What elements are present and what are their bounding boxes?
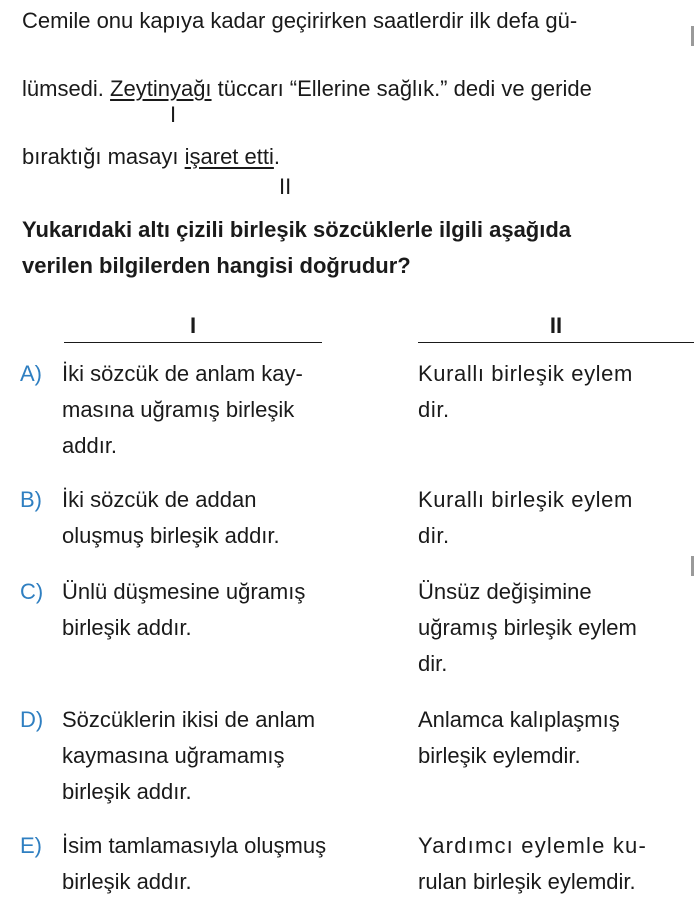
option-text: İsim tamlamasıyla oluşmuş (62, 833, 327, 858)
compound-word-2: işaret etti (184, 144, 274, 169)
marker-2: II (279, 174, 292, 199)
option-e-letter[interactable]: E) (20, 833, 42, 858)
passage-text: tüccarı “Ellerine sağlık.” dedi ve geride (211, 76, 592, 101)
column-header-2: II (418, 312, 694, 343)
option-text: addır. (62, 433, 118, 458)
option-text: masına uğramış birleşik (62, 397, 295, 422)
option-text: birleşik addır. (62, 615, 192, 640)
question-line-1: Yukarıdaki altı çizili birleşik sözcüklerle ilgili aşağıda (22, 217, 572, 242)
option-text: Yardımcı eylemle ku- (418, 833, 647, 858)
option-text: dir. (418, 397, 450, 422)
option-c-letter[interactable]: C) (20, 579, 44, 604)
option-a-col1[interactable] (62, 356, 303, 464)
option-text: dir. (418, 651, 448, 676)
option-a-letter[interactable]: A) (20, 361, 42, 386)
passage-text: bıraktığı masayı (22, 144, 185, 169)
column-header-1: I (64, 312, 322, 343)
option-c-col2[interactable] (418, 574, 637, 682)
option-d-col1[interactable] (62, 702, 315, 810)
option-text: Kurallı birleşik eylem (418, 487, 633, 512)
option-text: Ünlü düşmesine uğramış (62, 579, 306, 604)
option-e-col2[interactable] (418, 828, 647, 900)
option-text: Anlamca kalıplaşmış (418, 707, 620, 732)
passage-line-2 (22, 76, 592, 102)
passage-line-3 (22, 144, 280, 170)
option-c-col1[interactable] (62, 574, 305, 646)
option-text: birleşik addır. (62, 779, 192, 804)
option-text: birleşik eylemdir. (418, 743, 581, 768)
option-b-letter[interactable]: B) (20, 487, 42, 512)
marker-1: I (170, 102, 177, 127)
option-d-letter[interactable]: D) (20, 707, 44, 732)
option-b-col2[interactable] (418, 482, 633, 554)
option-e-col1[interactable] (62, 828, 326, 900)
option-b-col1[interactable] (62, 482, 280, 554)
compound-word-1: Zeytinyağı (110, 76, 212, 101)
option-text: uğramış birleşik eylem (418, 615, 637, 640)
option-text: Ünsüz değişimine (418, 579, 592, 604)
option-d-col2[interactable] (418, 702, 620, 774)
option-text: İki sözcük de anlam kay- (62, 361, 303, 386)
passage-line-1: Cemile onu kapıya kadar geçirirken saatlerdir ilk defa gü- (22, 8, 578, 33)
option-text: kaymasına uğramamış (62, 743, 285, 768)
question-stem (22, 212, 571, 284)
option-text: dir. (418, 523, 450, 548)
option-a-col2[interactable] (418, 356, 633, 428)
option-text: oluşmuş birleşik addır. (62, 523, 280, 548)
option-text: rulan birleşik eylemdir. (418, 869, 636, 894)
passage-text: lümsedi. (22, 76, 111, 101)
passage-text: . (273, 144, 281, 169)
question-line-2: verilen bilgilerden hangisi doğrudur? (22, 253, 411, 278)
option-text: İki sözcük de addan (62, 487, 257, 512)
option-text: birleşik addır. (62, 869, 192, 894)
option-text: Kurallı birleşik eylem (418, 361, 633, 386)
option-text: Sözcüklerin ikisi de anlam (62, 707, 316, 732)
